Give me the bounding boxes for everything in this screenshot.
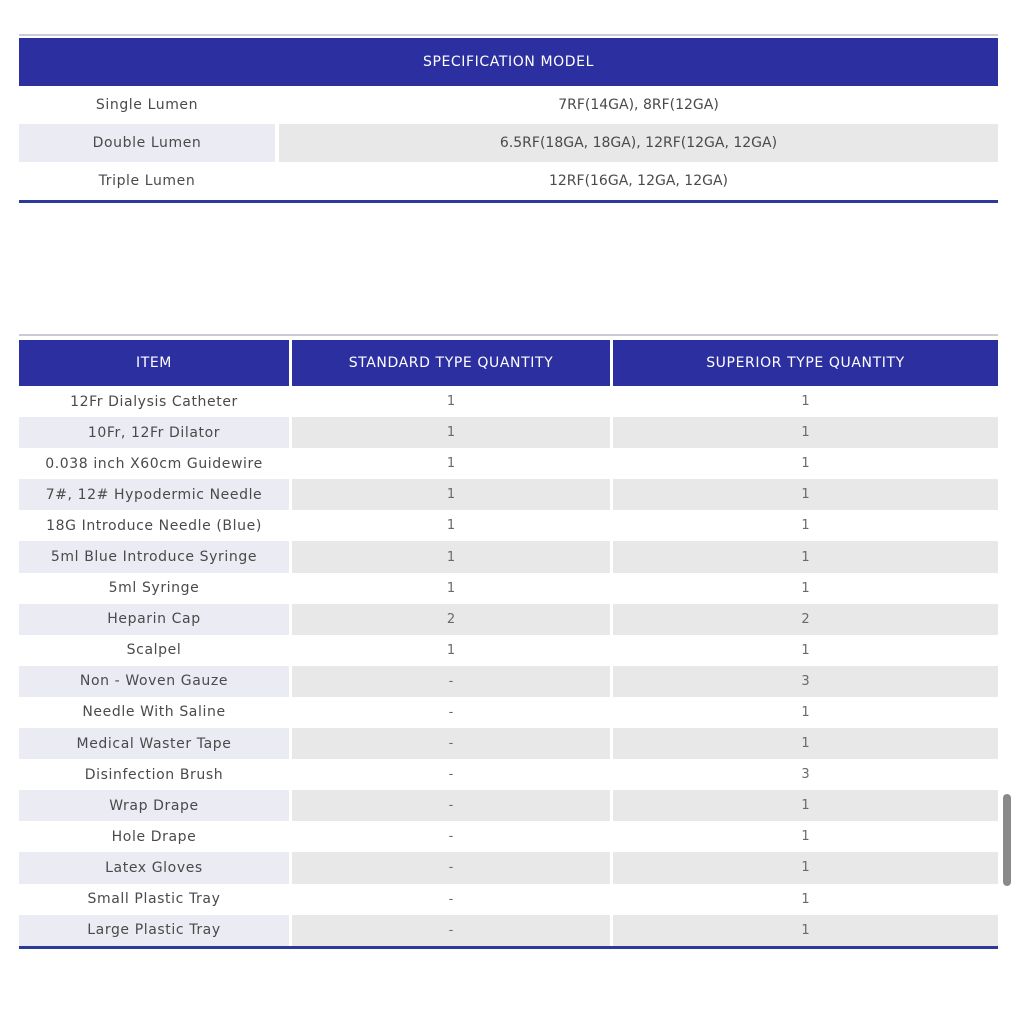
item-name-cell: Wrap Drape xyxy=(19,790,289,821)
item-name-cell: Disinfection Brush xyxy=(84,766,224,783)
table-row xyxy=(19,448,998,479)
spec-row xyxy=(19,162,998,200)
item-name-cell: Needle With Saline xyxy=(82,704,226,721)
items-table-header xyxy=(19,340,998,386)
header-item: ITEM xyxy=(19,340,289,386)
superior-quantity-cell: 1 xyxy=(613,915,998,946)
superior-quantity-cell: 3 xyxy=(613,666,998,697)
spec-header-label: SPECIFICATION MODEL xyxy=(422,54,595,70)
superior-quantity-cell: 1 xyxy=(801,518,810,534)
item-name-cell: Latex Gloves xyxy=(19,852,289,883)
standard-quantity-cell: - xyxy=(292,852,610,883)
standard-quantity-cell: 1 xyxy=(292,541,610,572)
standard-quantity-cell: - xyxy=(292,915,610,946)
table-row xyxy=(19,635,998,666)
superior-quantity-cell: 1 xyxy=(613,541,998,572)
item-name-cell: 7#, 12# Hypodermic Needle xyxy=(19,479,289,510)
standard-quantity-cell: 2 xyxy=(292,604,610,635)
table-row xyxy=(19,852,998,883)
standard-quantity-cell: - xyxy=(448,767,454,783)
table-row xyxy=(19,510,998,541)
table-bottom-rule xyxy=(19,946,998,949)
standard-quantity-cell: 1 xyxy=(446,580,456,596)
scrollbar-thumb[interactable] xyxy=(1003,794,1011,886)
table-row xyxy=(19,759,998,790)
item-name-cell: 10Fr, 12Fr Dilator xyxy=(19,417,289,448)
standard-quantity-cell: 1 xyxy=(446,394,456,410)
standard-quantity-cell: 1 xyxy=(292,417,610,448)
item-name-cell: 5ml Blue Introduce Syringe xyxy=(19,541,289,572)
item-name-cell: Small Plastic Tray xyxy=(87,891,221,908)
superior-quantity-cell: 1 xyxy=(801,829,810,845)
spec-lumen-type: Double Lumen xyxy=(19,124,275,162)
standard-quantity-cell: - xyxy=(448,891,454,907)
spec-model-value: 6.5RF(18GA, 18GA), 12RF(12GA, 12GA) xyxy=(279,124,998,162)
table-row xyxy=(19,790,998,821)
superior-quantity-cell: 1 xyxy=(613,852,998,883)
superior-quantity-cell: 1 xyxy=(801,891,810,907)
table-row xyxy=(19,541,998,572)
table-row xyxy=(19,604,998,635)
table-bottom-rule xyxy=(19,200,998,203)
standard-quantity-cell: - xyxy=(292,790,610,821)
standard-quantity-cell: 1 xyxy=(446,518,456,534)
superior-quantity-cell: 1 xyxy=(801,456,810,472)
specification-table xyxy=(19,34,998,203)
standard-quantity-cell: - xyxy=(448,829,454,845)
spec-row xyxy=(19,86,998,124)
spec-lumen-type: Single Lumen xyxy=(95,97,199,113)
superior-quantity-cell: 1 xyxy=(801,704,810,720)
standard-quantity-cell: - xyxy=(292,728,610,759)
table-row xyxy=(19,417,998,448)
superior-quantity-cell: 1 xyxy=(613,479,998,510)
standard-quantity-cell: - xyxy=(448,704,454,720)
superior-quantity-cell: 1 xyxy=(801,394,810,410)
item-name-cell: 5ml Syringe xyxy=(108,580,200,597)
table-row xyxy=(19,884,998,915)
item-name-cell: Heparin Cap xyxy=(19,604,289,635)
spec-model-value: 12RF(16GA, 12GA, 12GA) xyxy=(548,173,729,189)
spec-table-header xyxy=(19,38,998,86)
spec-row xyxy=(19,124,998,162)
superior-quantity-cell: 1 xyxy=(613,417,998,448)
table-row xyxy=(19,915,998,946)
item-name-cell: 18G Introduce Needle (Blue) xyxy=(46,517,262,534)
superior-quantity-cell: 1 xyxy=(801,580,810,596)
item-name-cell: Hole Drape xyxy=(111,828,197,845)
table-row xyxy=(19,728,998,759)
standard-quantity-cell: 1 xyxy=(292,479,610,510)
item-name-cell: 12Fr Dialysis Catheter xyxy=(70,393,238,410)
item-name-cell: Large Plastic Tray xyxy=(19,915,289,946)
table-row xyxy=(19,697,998,728)
table-row xyxy=(19,479,998,510)
header-superior-quantity: SUPERIOR TYPE QUANTITY xyxy=(613,340,998,386)
superior-quantity-cell: 1 xyxy=(613,728,998,759)
standard-quantity-cell: 1 xyxy=(446,642,456,658)
spec-model-value: 7RF(14GA), 8RF(12GA) xyxy=(558,97,719,113)
spec-lumen-type: Triple Lumen xyxy=(98,173,196,189)
table-row xyxy=(19,386,998,417)
item-name-cell: 0.038 inch X60cm Guidewire xyxy=(45,455,263,472)
standard-quantity-cell: 1 xyxy=(446,456,456,472)
items-table xyxy=(19,334,998,949)
superior-quantity-cell: 1 xyxy=(613,790,998,821)
table-row xyxy=(19,573,998,604)
item-name-cell: Medical Waster Tape xyxy=(19,728,289,759)
header-standard-quantity: STANDARD TYPE QUANTITY xyxy=(292,340,610,386)
superior-quantity-cell: 1 xyxy=(801,642,810,658)
item-name-cell: Non - Woven Gauze xyxy=(19,666,289,697)
superior-quantity-cell: 3 xyxy=(801,767,810,783)
item-name-cell: Scalpel xyxy=(126,642,182,659)
standard-quantity-cell: - xyxy=(292,666,610,697)
superior-quantity-cell: 2 xyxy=(613,604,998,635)
items-table-body xyxy=(19,386,998,946)
table-row xyxy=(19,821,998,852)
table-row xyxy=(19,666,998,697)
